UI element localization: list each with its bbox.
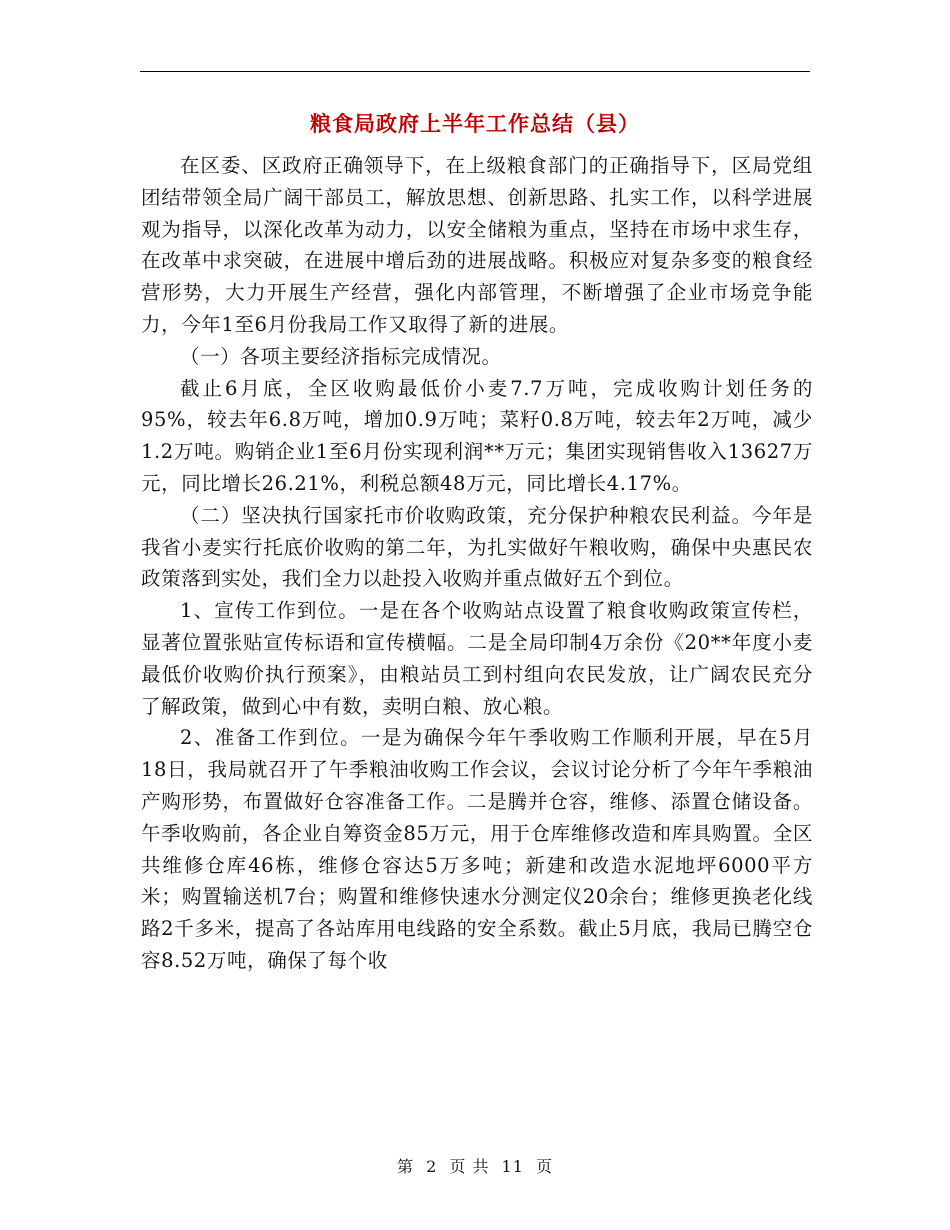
footer-suffix: 页 bbox=[536, 1157, 554, 1176]
paragraph-item-1: 1、宣传工作到位。一是在各个收购站点设置了粮食收购政策宣传栏，显著位置张贴宣传标语和宣传横幅。二是全局印制4万余份《20**年度小麦最低价收购价执行预案》，由粮站员工到村组向农民发放，让广阔农民充分了解政策，做到心中有数，卖明白粮、放心粮。 bbox=[141, 599, 813, 718]
footer-page-current: 2 bbox=[426, 1157, 438, 1176]
footer-page-total: 11 bbox=[501, 1157, 524, 1176]
paragraph-intro: 在区委、区政府正确领导下，在上级粮食部门的正确指导下，区局党组团结带领全局广阔干部员工，解放思想、创新思路、扎实工作，以科学进展观为指导，以深化改革为动力，以安全储粮为重点，坚持在市场中求生存，在改革中求突破，在进展中增后劲的进展战略。积极应对复杂多变的粮食经营形势，大力开展生产经营，强化内部管理，不断增强了企业市场竞争能力，今年1至6月份我局工作又取得了新的进展。 bbox=[141, 154, 813, 336]
paragraph-section-2: （二）坚决执行国家托市价收购政策，充分保护种粮农民利益。今年是我省小麦实行托底价收购的第二年，为扎实做好午粮收购，确保中央惠民农政策落到实处，我们全力以赴投入收购并重点做好五个到位。 bbox=[141, 503, 813, 591]
document-body bbox=[141, 150, 813, 977]
header-rule bbox=[140, 71, 810, 72]
footer-middle: 页 共 bbox=[449, 1157, 490, 1176]
page-footer bbox=[0, 1154, 950, 1177]
footer-prefix: 第 bbox=[396, 1157, 414, 1176]
document-title: 粮食局政府上半年工作总结（县） bbox=[310, 111, 640, 136]
paragraph-item-2: 2、准备工作到位。一是为确保今年午季收购工作顺利开展，早在5月18日，我局就召开了午季粮油收购工作会议，会议讨论分析了今年午季粮油产购形势，布置做好仓容准备工作。二是腾并仓容，维修、添置仓储设备。午季收购前，各企业自筹资金85万元，用于仓库维修改造和库具购置。全区共维修仓库46栋，维修仓容达5万多吨；新建和改造水泥地坪6000平方米；购置输送机7台；购置和维修快速水分测定仪20余台；维修更换老化线路2千多米，提高了各站库用电线路的安全系数。截止5月底，我局已腾空仓容8.52万吨，确保了每个收 bbox=[141, 726, 813, 972]
paragraph-section-1-body: 截止6月底，全区收购最低价小麦7.7万吨，完成收购计划任务的95%，较去年6.8万吨，增加0.9万吨；菜籽0.8万吨，较去年2万吨，减少1.2万吨。购销企业1至6月份实现利润**万元；集团实现销售收入13627万元，同比增长26.21%，利税总额48万元，同比增长4.17%。 bbox=[141, 376, 813, 495]
paragraph-section-1-heading: （一）各项主要经济指标完成情况。 bbox=[180, 344, 502, 368]
